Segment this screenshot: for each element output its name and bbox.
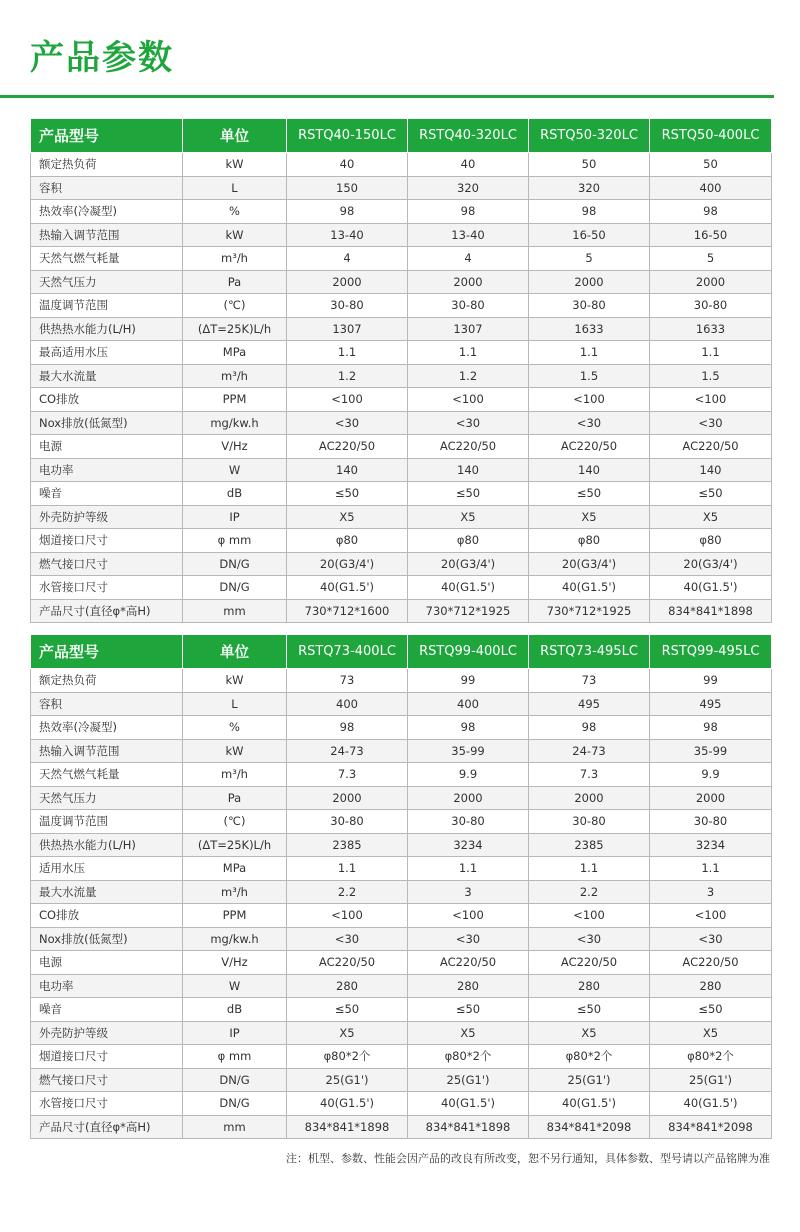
param-name: 电功率 — [31, 974, 183, 998]
param-name: 容积 — [31, 692, 183, 716]
param-value: AC220/50 — [408, 435, 529, 459]
table-row — [31, 223, 772, 247]
param-name: 水管接口尺寸 — [31, 1092, 183, 1116]
param-value: ≤50 — [529, 998, 650, 1022]
table-row — [31, 739, 772, 763]
param-value: 1633 — [650, 317, 772, 341]
param-unit: PPM — [183, 904, 287, 928]
param-value: 25(G1') — [650, 1068, 772, 1092]
param-unit: kW — [183, 153, 287, 177]
header-model: RSTQ50-400LC — [650, 119, 772, 153]
param-value: 16-50 — [529, 223, 650, 247]
param-value: <30 — [408, 927, 529, 951]
param-name: 电源 — [31, 435, 183, 459]
param-unit: Pa — [183, 786, 287, 810]
param-unit: m³/h — [183, 763, 287, 787]
param-value: 400 — [287, 692, 408, 716]
param-value: 1.1 — [287, 857, 408, 881]
param-value: 280 — [287, 974, 408, 998]
table-row — [31, 176, 772, 200]
param-name: 最大水流量 — [31, 364, 183, 388]
table-row — [31, 294, 772, 318]
param-value: 140 — [529, 458, 650, 482]
param-value: 30-80 — [529, 294, 650, 318]
param-name: 天然气燃气耗量 — [31, 247, 183, 271]
param-value: 99 — [650, 669, 772, 693]
param-name: 水管接口尺寸 — [31, 576, 183, 600]
header-unit-label: 单位 — [183, 119, 287, 153]
param-unit: mm — [183, 1115, 287, 1139]
param-value: X5 — [529, 505, 650, 529]
param-unit: m³/h — [183, 247, 287, 271]
param-name: CO排放 — [31, 388, 183, 412]
param-value: 2000 — [529, 270, 650, 294]
param-unit: V/Hz — [183, 951, 287, 975]
table-row — [31, 880, 772, 904]
header-model: RSTQ50-320LC — [529, 119, 650, 153]
param-value: 40(G1.5') — [650, 576, 772, 600]
param-unit: m³/h — [183, 364, 287, 388]
param-value: 495 — [529, 692, 650, 716]
param-value: ≤50 — [408, 482, 529, 506]
param-value: 730*712*1925 — [529, 599, 650, 623]
param-value: 40 — [287, 153, 408, 177]
param-name: 热输入调节范围 — [31, 739, 183, 763]
param-value: 2385 — [529, 833, 650, 857]
param-value: X5 — [650, 505, 772, 529]
param-value: 25(G1') — [408, 1068, 529, 1092]
param-value: X5 — [408, 1021, 529, 1045]
param-value: 280 — [529, 974, 650, 998]
param-value: 1.1 — [650, 341, 772, 365]
param-value: 834*841*2098 — [650, 1115, 772, 1139]
param-name: 供热热水能力(L/H) — [31, 833, 183, 857]
table-row — [31, 435, 772, 459]
param-name: 最大水流量 — [31, 880, 183, 904]
table-row — [31, 716, 772, 740]
param-unit: dB — [183, 998, 287, 1022]
param-value: AC220/50 — [287, 435, 408, 459]
param-value: 834*841*1898 — [287, 1115, 408, 1139]
param-value: X5 — [287, 1021, 408, 1045]
param-value: <30 — [650, 411, 772, 435]
param-name: 额定热负荷 — [31, 153, 183, 177]
param-unit: φ mm — [183, 529, 287, 553]
param-name: Nox排放(低氮型) — [31, 927, 183, 951]
table-row — [31, 1068, 772, 1092]
table-row — [31, 763, 772, 787]
param-value: 20(G3/4') — [287, 552, 408, 576]
param-value: ≤50 — [529, 482, 650, 506]
param-value: φ80 — [287, 529, 408, 553]
param-value: 2000 — [529, 786, 650, 810]
footnote: 注：机型、参数、性能会因产品的改良有所改变，恕不另行通知，具体参数、型号请以产品铭牌为准 — [286, 1152, 770, 1165]
param-name: 额定热负荷 — [31, 669, 183, 693]
param-value: AC220/50 — [650, 435, 772, 459]
param-name: 外壳防护等级 — [31, 505, 183, 529]
param-unit: mg/kw.h — [183, 411, 287, 435]
param-value: φ80*2个 — [529, 1045, 650, 1069]
param-unit: mm — [183, 599, 287, 623]
param-unit: φ mm — [183, 1045, 287, 1069]
param-value: 3 — [408, 880, 529, 904]
page-title: 产品参数 — [30, 38, 174, 78]
param-value: 400 — [408, 692, 529, 716]
param-value: 1.1 — [529, 857, 650, 881]
param-value: 730*712*1925 — [408, 599, 529, 623]
table-row — [31, 1115, 772, 1139]
param-name: 温度调节范围 — [31, 810, 183, 834]
table-row — [31, 529, 772, 553]
param-unit: W — [183, 974, 287, 998]
table-header-row — [31, 119, 772, 153]
param-name: 天然气压力 — [31, 270, 183, 294]
param-value: 99 — [408, 669, 529, 693]
param-value: 13-40 — [408, 223, 529, 247]
param-unit: L — [183, 692, 287, 716]
param-value: 30-80 — [408, 810, 529, 834]
param-value: φ80*2个 — [408, 1045, 529, 1069]
param-value: 1.1 — [408, 857, 529, 881]
param-value: <100 — [287, 388, 408, 412]
param-unit: IP — [183, 1021, 287, 1045]
param-unit: DN/G — [183, 576, 287, 600]
param-value: 150 — [287, 176, 408, 200]
param-unit: PPM — [183, 388, 287, 412]
param-value: X5 — [529, 1021, 650, 1045]
table-row — [31, 669, 772, 693]
param-value: <30 — [287, 411, 408, 435]
param-value: 30-80 — [529, 810, 650, 834]
param-value: 1.1 — [529, 341, 650, 365]
param-unit: MPa — [183, 857, 287, 881]
param-value: 73 — [287, 669, 408, 693]
table-row — [31, 270, 772, 294]
param-value: 30-80 — [408, 294, 529, 318]
param-value: 140 — [650, 458, 772, 482]
param-value: 1.2 — [408, 364, 529, 388]
table-row — [31, 786, 772, 810]
title-divider — [0, 95, 774, 98]
table-row — [31, 458, 772, 482]
header-model: RSTQ99-495LC — [650, 635, 772, 669]
table-row — [31, 576, 772, 600]
param-unit: (ΔT=25K)L/h — [183, 317, 287, 341]
spec-table-2 — [30, 634, 772, 1139]
param-name: 产品尺寸(直径φ*高H) — [31, 1115, 183, 1139]
param-value: AC220/50 — [408, 951, 529, 975]
param-value: 2000 — [650, 786, 772, 810]
table-row — [31, 341, 772, 365]
param-unit: dB — [183, 482, 287, 506]
param-unit: L — [183, 176, 287, 200]
param-unit: V/Hz — [183, 435, 287, 459]
param-name: 燃气接口尺寸 — [31, 1068, 183, 1092]
table-row — [31, 857, 772, 881]
param-value: 98 — [408, 200, 529, 224]
param-value: 320 — [529, 176, 650, 200]
param-unit: m³/h — [183, 880, 287, 904]
param-value: ≤50 — [287, 482, 408, 506]
header-model-label: 产品型号 — [31, 635, 183, 669]
param-unit: (℃) — [183, 294, 287, 318]
param-value: 13-40 — [287, 223, 408, 247]
param-value: 30-80 — [650, 810, 772, 834]
param-value: 50 — [529, 153, 650, 177]
param-value: φ80 — [529, 529, 650, 553]
param-value: 2.2 — [529, 880, 650, 904]
param-value: 98 — [529, 716, 650, 740]
table-row — [31, 927, 772, 951]
param-value: 495 — [650, 692, 772, 716]
param-value: 25(G1') — [287, 1068, 408, 1092]
param-value: 24-73 — [287, 739, 408, 763]
param-value: φ80*2个 — [650, 1045, 772, 1069]
param-value: φ80*2个 — [287, 1045, 408, 1069]
param-value: <100 — [529, 904, 650, 928]
table-row — [31, 599, 772, 623]
param-value: 40(G1.5') — [408, 576, 529, 600]
param-value: <100 — [287, 904, 408, 928]
param-value: 98 — [287, 200, 408, 224]
param-value: 98 — [650, 716, 772, 740]
param-value: 73 — [529, 669, 650, 693]
param-unit: DN/G — [183, 552, 287, 576]
param-name: 供热热水能力(L/H) — [31, 317, 183, 341]
param-value: 140 — [287, 458, 408, 482]
param-unit: MPa — [183, 341, 287, 365]
param-value: 98 — [529, 200, 650, 224]
param-name: 外壳防护等级 — [31, 1021, 183, 1045]
param-value: <100 — [650, 904, 772, 928]
header-model-label: 产品型号 — [31, 119, 183, 153]
param-value: <100 — [529, 388, 650, 412]
param-value: 280 — [650, 974, 772, 998]
param-name: CO排放 — [31, 904, 183, 928]
table-row — [31, 317, 772, 341]
param-value: 40(G1.5') — [529, 576, 650, 600]
param-unit: (ΔT=25K)L/h — [183, 833, 287, 857]
param-value: 3234 — [408, 833, 529, 857]
table-row — [31, 364, 772, 388]
param-value: X5 — [408, 505, 529, 529]
table-row — [31, 482, 772, 506]
param-value: 1.2 — [287, 364, 408, 388]
param-value: X5 — [287, 505, 408, 529]
param-value: AC220/50 — [529, 951, 650, 975]
param-value: <30 — [408, 411, 529, 435]
param-value: <30 — [287, 927, 408, 951]
param-value: 98 — [287, 716, 408, 740]
param-value: 1.5 — [650, 364, 772, 388]
table-row — [31, 998, 772, 1022]
param-value: 1.1 — [287, 341, 408, 365]
param-value: 35-99 — [650, 739, 772, 763]
param-value: 5 — [650, 247, 772, 271]
table-row — [31, 951, 772, 975]
param-unit: Pa — [183, 270, 287, 294]
param-unit: DN/G — [183, 1092, 287, 1116]
param-value: 98 — [408, 716, 529, 740]
header-unit-label: 单位 — [183, 635, 287, 669]
param-value: 834*841*2098 — [529, 1115, 650, 1139]
table-row — [31, 692, 772, 716]
param-name: 燃气接口尺寸 — [31, 552, 183, 576]
header-model: RSTQ73-400LC — [287, 635, 408, 669]
param-value: φ80 — [408, 529, 529, 553]
table-row — [31, 247, 772, 271]
param-name: 热效率(冷凝型) — [31, 716, 183, 740]
param-name: Nox排放(低氮型) — [31, 411, 183, 435]
param-value: 4 — [287, 247, 408, 271]
param-name: 电功率 — [31, 458, 183, 482]
param-value: 1.5 — [529, 364, 650, 388]
table-row — [31, 1092, 772, 1116]
param-value: 5 — [529, 247, 650, 271]
param-value: 3 — [650, 880, 772, 904]
param-value: 1307 — [287, 317, 408, 341]
param-unit: % — [183, 716, 287, 740]
header-model: RSTQ40-320LC — [408, 119, 529, 153]
param-value: 50 — [650, 153, 772, 177]
table-row — [31, 200, 772, 224]
param-value: 20(G3/4') — [529, 552, 650, 576]
param-value: 834*841*1898 — [408, 1115, 529, 1139]
param-name: 热效率(冷凝型) — [31, 200, 183, 224]
table-row — [31, 810, 772, 834]
param-value: 7.3 — [287, 763, 408, 787]
param-unit: kW — [183, 739, 287, 763]
param-value: <30 — [650, 927, 772, 951]
param-value: <30 — [529, 927, 650, 951]
param-unit: kW — [183, 669, 287, 693]
param-value: 2000 — [650, 270, 772, 294]
param-unit: W — [183, 458, 287, 482]
spec-table-1 — [30, 118, 772, 623]
param-value: 24-73 — [529, 739, 650, 763]
param-unit: DN/G — [183, 1068, 287, 1092]
table-row — [31, 552, 772, 576]
table-header-row — [31, 635, 772, 669]
param-value: 280 — [408, 974, 529, 998]
header-model: RSTQ73-495LC — [529, 635, 650, 669]
param-value: 40(G1.5') — [650, 1092, 772, 1116]
param-value: 1.1 — [408, 341, 529, 365]
param-value: AC220/50 — [287, 951, 408, 975]
param-value: 40(G1.5') — [287, 1092, 408, 1116]
param-value: AC220/50 — [529, 435, 650, 459]
table-row — [31, 974, 772, 998]
param-value: <100 — [650, 388, 772, 412]
param-value: <30 — [529, 411, 650, 435]
table-row — [31, 153, 772, 177]
param-value: 98 — [650, 200, 772, 224]
table-row — [31, 388, 772, 412]
param-value: 2.2 — [287, 880, 408, 904]
param-name: 最高适用水压 — [31, 341, 183, 365]
param-value: 20(G3/4') — [650, 552, 772, 576]
param-name: 烟道接口尺寸 — [31, 529, 183, 553]
table-row — [31, 411, 772, 435]
table-row — [31, 833, 772, 857]
param-value: 7.3 — [529, 763, 650, 787]
param-value: AC220/50 — [650, 951, 772, 975]
param-unit: mg/kw.h — [183, 927, 287, 951]
param-value: 2385 — [287, 833, 408, 857]
param-value: 16-50 — [650, 223, 772, 247]
param-name: 天然气压力 — [31, 786, 183, 810]
param-value: 320 — [408, 176, 529, 200]
param-name: 烟道接口尺寸 — [31, 1045, 183, 1069]
param-value: φ80 — [650, 529, 772, 553]
param-value: ≤50 — [287, 998, 408, 1022]
param-value: 35-99 — [408, 739, 529, 763]
param-value: 140 — [408, 458, 529, 482]
param-value: 40 — [408, 153, 529, 177]
param-value: 834*841*1898 — [650, 599, 772, 623]
param-unit: (℃) — [183, 810, 287, 834]
param-value: 1633 — [529, 317, 650, 341]
param-value: ≤50 — [650, 482, 772, 506]
param-value: 30-80 — [287, 294, 408, 318]
param-value: 9.9 — [650, 763, 772, 787]
param-name: 温度调节范围 — [31, 294, 183, 318]
param-value: ≤50 — [408, 998, 529, 1022]
param-value: 2000 — [287, 786, 408, 810]
param-name: 产品尺寸(直径φ*高H) — [31, 599, 183, 623]
param-value: <100 — [408, 904, 529, 928]
param-value: 40(G1.5') — [529, 1092, 650, 1116]
param-value: 1307 — [408, 317, 529, 341]
param-value: 40(G1.5') — [408, 1092, 529, 1116]
param-value: 30-80 — [650, 294, 772, 318]
param-value: 20(G3/4') — [408, 552, 529, 576]
table-row — [31, 1045, 772, 1069]
param-name: 噪音 — [31, 998, 183, 1022]
table-row — [31, 904, 772, 928]
param-value: 3234 — [650, 833, 772, 857]
param-unit: kW — [183, 223, 287, 247]
param-value: 2000 — [408, 786, 529, 810]
param-value: 2000 — [408, 270, 529, 294]
param-unit: % — [183, 200, 287, 224]
param-name: 容积 — [31, 176, 183, 200]
param-value: 4 — [408, 247, 529, 271]
param-value: 2000 — [287, 270, 408, 294]
param-value: <100 — [408, 388, 529, 412]
param-value: 25(G1') — [529, 1068, 650, 1092]
header-model: RSTQ40-150LC — [287, 119, 408, 153]
param-value: 400 — [650, 176, 772, 200]
table-row — [31, 505, 772, 529]
param-name: 电源 — [31, 951, 183, 975]
param-name: 天然气燃气耗量 — [31, 763, 183, 787]
param-name: 噪音 — [31, 482, 183, 506]
param-value: 730*712*1600 — [287, 599, 408, 623]
param-unit: IP — [183, 505, 287, 529]
param-name: 适用水压 — [31, 857, 183, 881]
param-value: 1.1 — [650, 857, 772, 881]
param-name: 热输入调节范围 — [31, 223, 183, 247]
param-value: 9.9 — [408, 763, 529, 787]
param-value: ≤50 — [650, 998, 772, 1022]
table-row — [31, 1021, 772, 1045]
param-value: 30-80 — [287, 810, 408, 834]
param-value: X5 — [650, 1021, 772, 1045]
param-value: 40(G1.5') — [287, 576, 408, 600]
header-model: RSTQ99-400LC — [408, 635, 529, 669]
